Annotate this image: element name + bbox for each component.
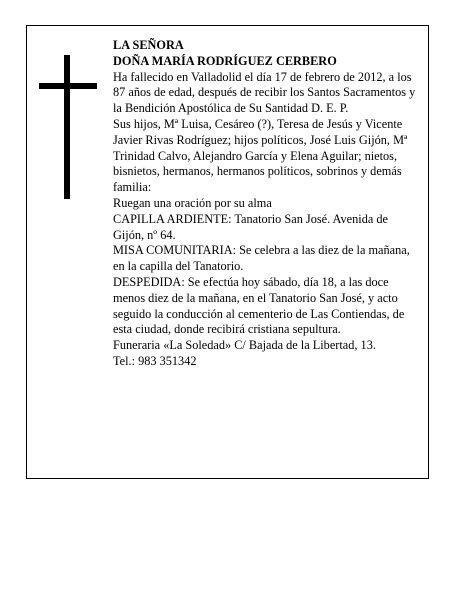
chapel-info: CAPILLA ARDIENTE: Tanatorio San José. Avenida de Gijón, nº 64. (113, 211, 388, 242)
death-announcement: Ha fallecido en Valladolid el día 17 de febrero de 2012, a los 87 años de edad, después de recibir los Santos Sacramentos y la Bendición Apostólica de Su Santidad D. E. P. (113, 69, 416, 116)
family-paragraph: Sus hijos, Mª Luisa, Cesáreo (?), Teresa de Jesús y Vicente Javier Rivas Rodríguez; hijos políticos, José Luis Gijón, Mª Trinidad Calvo, Alejandro García y Elena Aguilar; nietos, bisnietos, hermanos, hermanos políticos, sobrinos y demás familia: (113, 116, 408, 195)
farewell-info: DESPEDIDA: Se efectúa hoy sábado, día 18, a las doce menos diez de la mañana, en el Tanatorio San José, y acto seguido la conducción al cementerio de Las Contiendas, de esta ciudad, donde recibirá cristiana sepultura. (113, 274, 405, 337)
cross-horizontal-bar (39, 83, 97, 89)
notice-body (113, 38, 421, 370)
obituary-notice (26, 25, 429, 479)
deceased-name: DOÑA MARÍA RODRÍGUEZ CERBERO (113, 53, 337, 68)
phone-number: Tel.: 983 351342 (113, 353, 197, 368)
mass-info: MISA COMUNITARIA: Se celebra a las diez de la mañana, en la capilla del Tanatorio. (113, 243, 410, 274)
title-line: LA SEÑORA (113, 38, 184, 52)
latin-cross-icon (39, 55, 97, 199)
funeral-home: Funeraria «La Soledad» C/ Bajada de la Libertad, 13. (113, 338, 376, 353)
cross-vertical-bar (64, 55, 70, 199)
prayer-request: Ruegan una oración por su alma (113, 195, 272, 210)
